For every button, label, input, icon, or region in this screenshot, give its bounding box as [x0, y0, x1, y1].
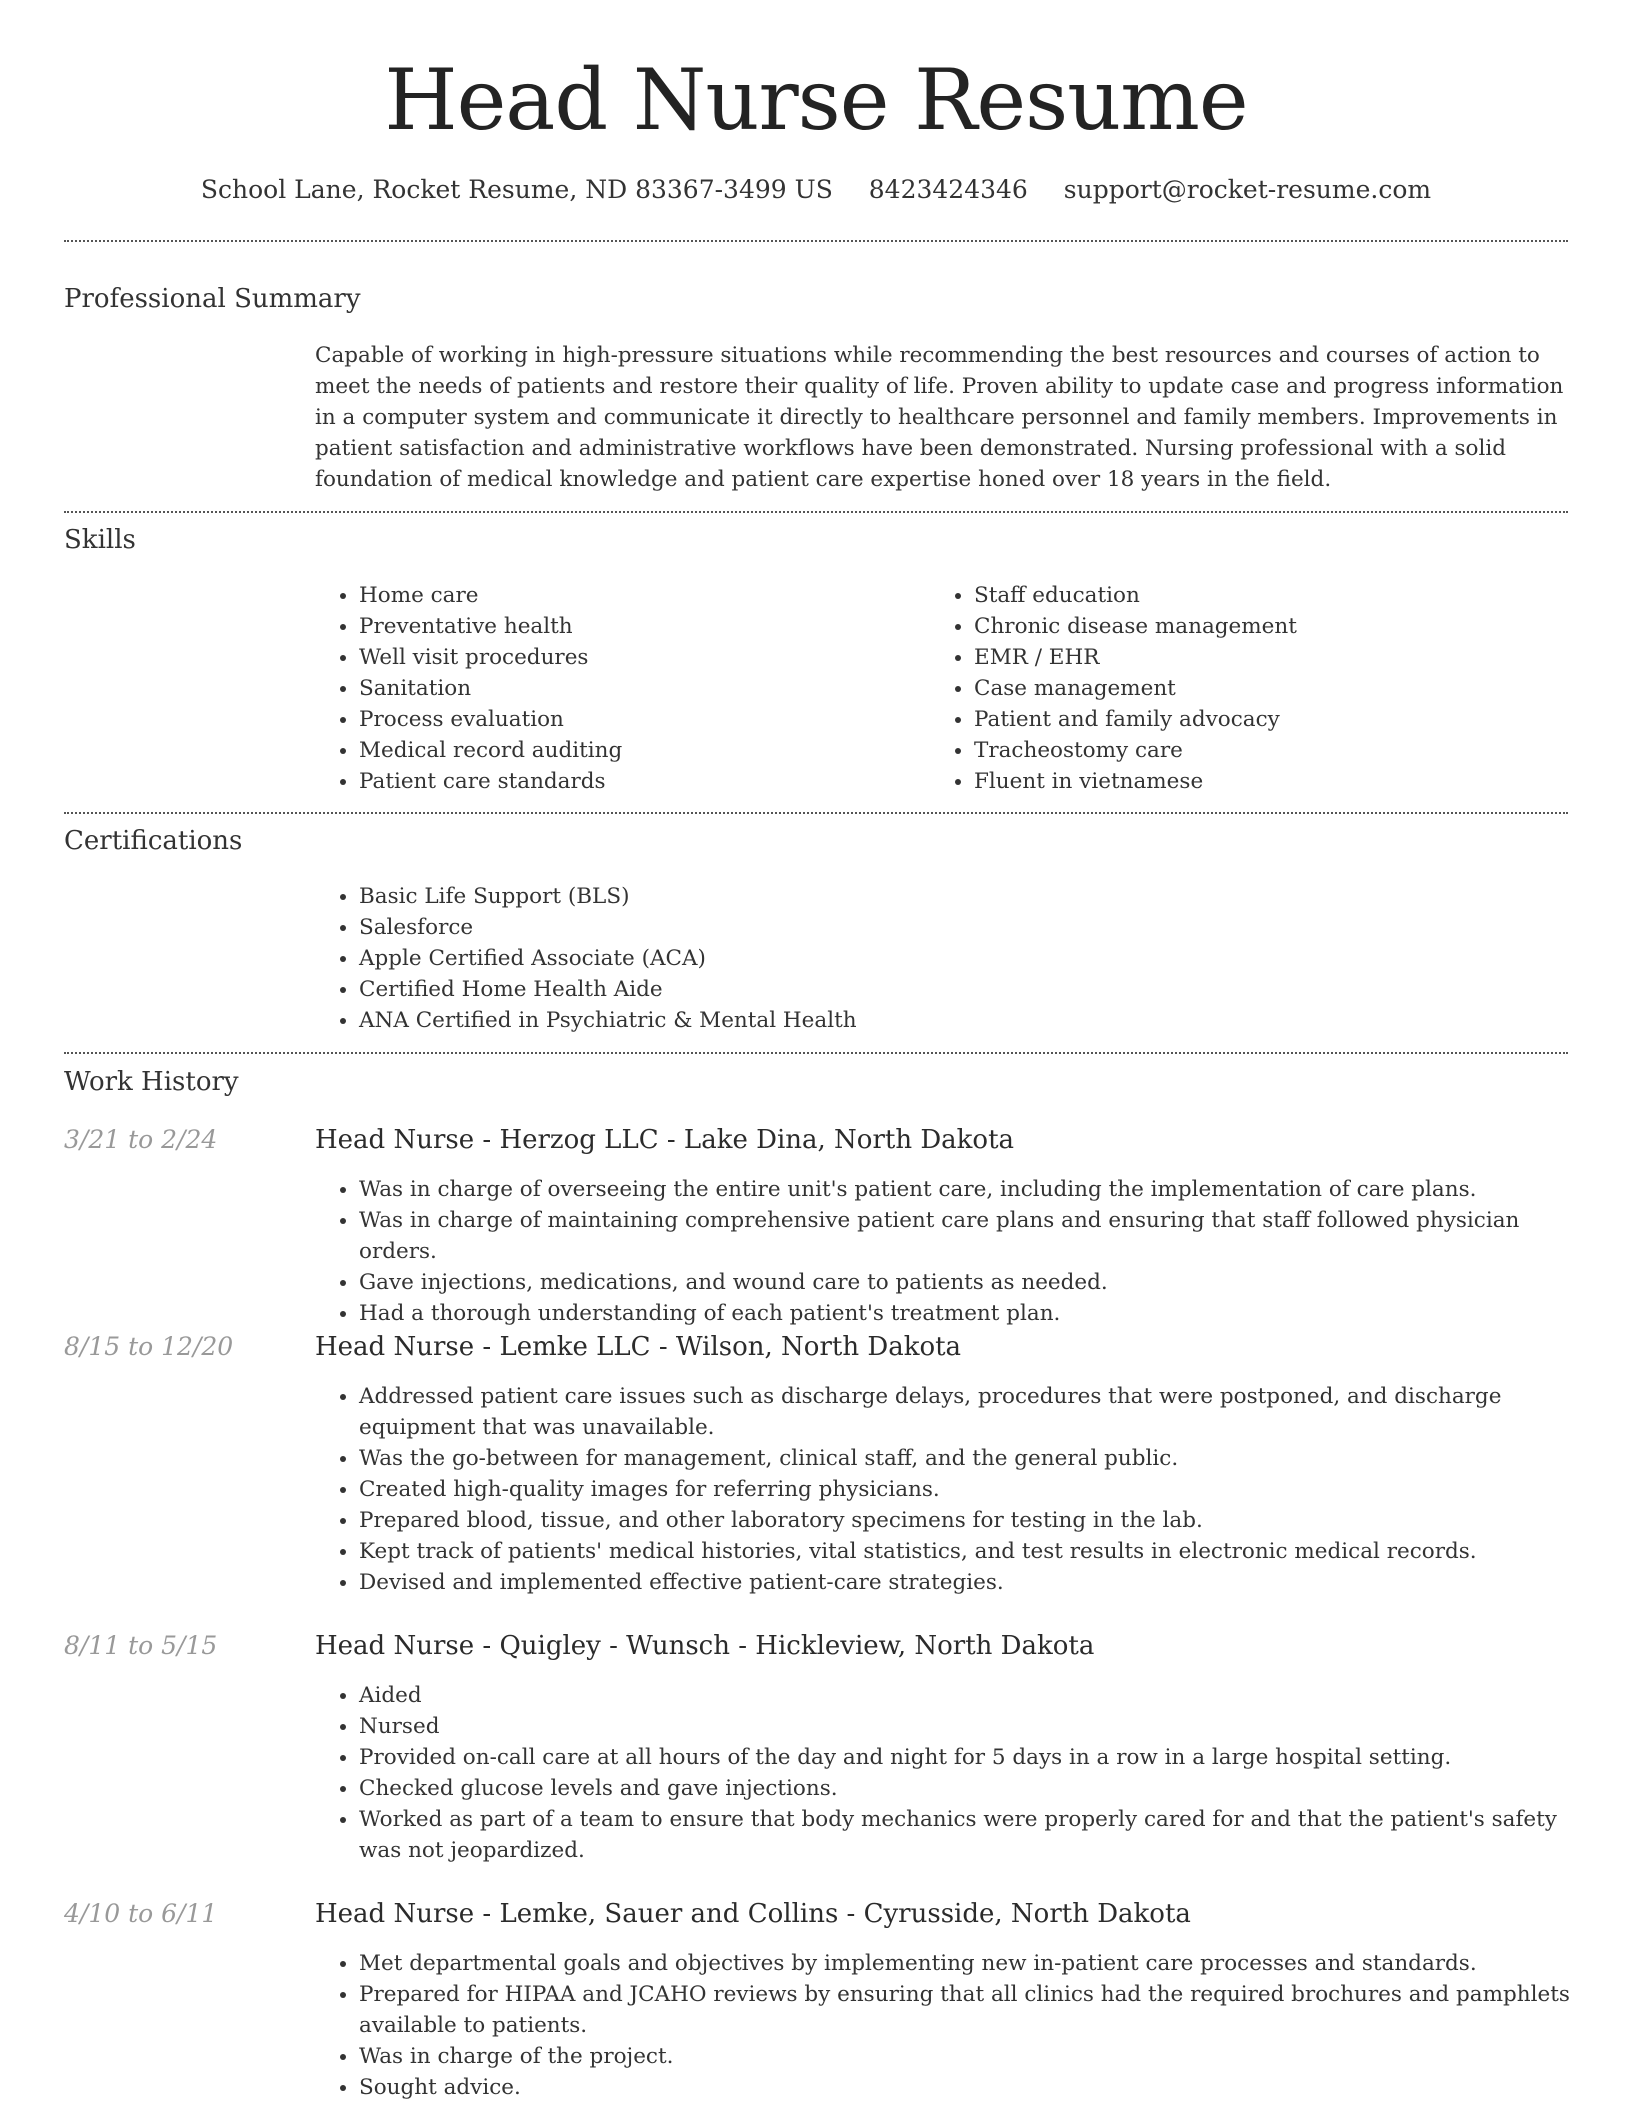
- job-title: Head Nurse - Lemke LLC - Wilson, North Dakota: [315, 1332, 962, 1362]
- job-title: Head Nurse - Lemke, Sauer and Collins - Cyrusside, North Dakota: [315, 1899, 1191, 1929]
- job-bullet: • Addressed patient care issues such as discharge delays, procedures that were postponed, and discharge equipment that was unavailable.: [359, 1381, 1570, 1443]
- job-bullets: [315, 1381, 1570, 1598]
- job-bullet: • Met departmental goals and objectives by implementing new in-patient care processes and standards.: [359, 1948, 1570, 1979]
- contact-address: School Lane, Rocket Resume, ND 83367-3499 US: [200, 175, 833, 204]
- skill-item: • Process evaluation: [359, 704, 959, 735]
- job-bullet: • Prepared for HIPAA and JCAHO reviews by ensuring that all clinics had the required brochures and pamphlets available to patients.: [359, 1979, 1570, 2041]
- job-bullets: [315, 1174, 1570, 1329]
- skill-item: • Patient care standards: [359, 766, 959, 797]
- divider: [64, 1052, 1568, 1054]
- job-bullet: • Created high-quality images for referring physicians.: [359, 1474, 1570, 1505]
- divider: [64, 812, 1568, 814]
- job-bullet: • Had a thorough understanding of each patient's treatment plan.: [359, 1298, 1570, 1329]
- skill-item: • Medical record auditing: [359, 735, 959, 766]
- job-bullet: • Sought advice.: [359, 2072, 1570, 2103]
- certification-item: • ANA Certified in Psychiatric & Mental Health: [359, 1005, 1570, 1036]
- job-bullets: [315, 1680, 1570, 1866]
- skill-item: • Patient and family advocacy: [974, 704, 1574, 735]
- job-bullet: • Provided on-call care at all hours of the day and night for 5 days in a row in a large hospital setting.: [359, 1742, 1570, 1773]
- skill-item: • EMR / EHR: [974, 642, 1574, 673]
- job-bullet: • Aided: [359, 1680, 1570, 1711]
- job-dates: 3/21 to 2/24: [64, 1125, 218, 1154]
- skills-heading: Skills: [64, 525, 136, 555]
- certification-item: • Apple Certified Associate (ACA): [359, 943, 1570, 974]
- skill-item: • Preventative health: [359, 611, 959, 642]
- certification-item: • Salesforce: [359, 912, 1570, 943]
- job-dates: 8/11 to 5/15: [64, 1631, 218, 1660]
- job-bullet: • Devised and implemented effective patient-care strategies.: [359, 1567, 1570, 1598]
- job-title: Head Nurse - Quigley - Wunsch - Hickleview, North Dakota: [315, 1631, 1095, 1661]
- certifications-list: [315, 881, 1570, 1036]
- divider: [64, 240, 1568, 242]
- job-bullet: • Was in charge of maintaining comprehensive patient care plans and ensuring that staff followed physician orders.: [359, 1205, 1570, 1267]
- certification-item: • Certified Home Health Aide: [359, 974, 1570, 1005]
- job-bullets: [315, 1948, 1570, 2103]
- summary-heading: Professional Summary: [64, 284, 361, 314]
- job-dates: 4/10 to 6/11: [64, 1899, 218, 1928]
- contact-email: support@rocket-resume.com: [1063, 175, 1432, 204]
- certification-item: • Basic Life Support (BLS): [359, 881, 1570, 912]
- job-dates: 8/15 to 12/20: [64, 1332, 234, 1361]
- job-bullet: • Nursed: [359, 1711, 1570, 1742]
- skill-item: • Home care: [359, 580, 959, 611]
- job-title: Head Nurse - Herzog LLC - Lake Dina, North Dakota: [315, 1125, 1015, 1155]
- skill-item: • Chronic disease management: [974, 611, 1574, 642]
- job-bullet: • Was in charge of the project.: [359, 2041, 1570, 2072]
- job-bullet: • Worked as part of a team to ensure that body mechanics were properly cared for and that the patient's safety was not jeopardized.: [359, 1804, 1570, 1866]
- skills-column-left: [315, 580, 959, 797]
- job-bullet: • Kept track of patients' medical histories, vital statistics, and test results in electronic medical records.: [359, 1536, 1570, 1567]
- divider: [64, 511, 1568, 513]
- certifications-heading: Certifications: [64, 826, 243, 856]
- contact-line: [0, 170, 1632, 210]
- job-bullet: • Was the go-between for management, clinical staff, and the general public.: [359, 1443, 1570, 1474]
- job-bullet: • Checked glucose levels and gave injections.: [359, 1773, 1570, 1804]
- job-bullet: • Was in charge of overseeing the entire unit's patient care, including the implementation of care plans.: [359, 1174, 1570, 1205]
- skill-item: • Case management: [974, 673, 1574, 704]
- job-bullet: • Prepared blood, tissue, and other laboratory specimens for testing in the lab.: [359, 1505, 1570, 1536]
- work-heading: Work History: [64, 1067, 239, 1097]
- skill-item: • Staff education: [974, 580, 1574, 611]
- skills-column-right: [930, 580, 1574, 797]
- skill-item: • Fluent in vietnamese: [974, 766, 1574, 797]
- page-title: Head Nurse Resume: [384, 51, 1248, 149]
- job-bullet: • Gave injections, medications, and wound care to patients as needed.: [359, 1267, 1570, 1298]
- contact-phone: 8423424346: [868, 175, 1028, 204]
- skill-item: • Well visit procedures: [359, 642, 959, 673]
- summary-text: Capable of working in high-pressure situations while recommending the best resources and courses of action to meet the needs of patients and restore their quality of life. Proven ability to update case and progress information in a computer system and communicate it directly to healthcare personnel and family members. Improvements in patient satisfaction and administrative workflows have been demonstrated. Nursing professional with a solid foundation of medical knowledge and patient care expertise honed over 18 years in the field.: [315, 343, 1564, 492]
- skill-item: • Tracheostomy care: [974, 735, 1574, 766]
- skill-item: • Sanitation: [359, 673, 959, 704]
